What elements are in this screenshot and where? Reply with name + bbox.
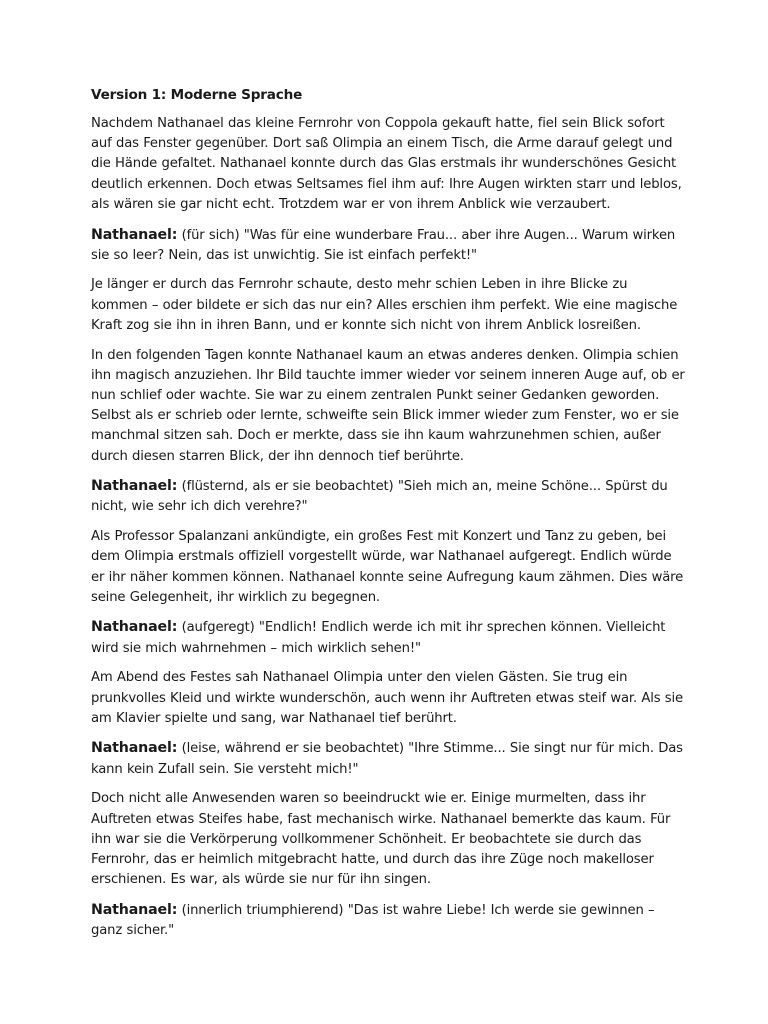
speaker-name: Nathanael:	[91, 740, 178, 757]
dialogue-text: (flüsternd, als er sie beobachtet) "Sieh mich an, meine Schöne... Spürst du nicht, wie sehr ich dich verehre?"	[91, 479, 668, 515]
speaker-name: Nathanael:	[91, 901, 178, 918]
narration-paragraph: Doch nicht alle Anwesenden waren so beeindruckt wie er. Einige murmelten, dass ihr Auftreten etwas Steifes habe, fast mechanisch wirke. Nathanael bemerkte das kaum. Für ihn war sie die Verkörperung vollkommener Schönheit. Er beobachtete sie durch das Fernrohr, das er heimlich mitgebracht hatte, und durch das ihre Züge noch makelloser erschienen. Es war, als würde sie nur für ihn singen.	[91, 791, 671, 888]
dialogue-paragraph	[91, 617, 687, 658]
dialogue-paragraph	[91, 738, 687, 779]
dialogue-text: (innerlich triumphierend) "Das ist wahre Liebe! Ich werde sie gewinnen – ganz sicher."	[91, 902, 655, 939]
speaker-name: Nathanael:	[91, 226, 178, 243]
speaker-name: Nathanael:	[91, 478, 178, 495]
narration-paragraph: Als Professor Spalanzani ankündigte, ein großes Fest mit Konzert und Tanz zu geben, bei dem Olimpia erstmals offiziell vorgestellt würde, war Nathanael aufgeregt. Endlich würde er ihr näher kommen können. Nathanael konnte seine Aufregung kaum zähmen. Dies wäre seine Gelegenheit, ihr wirklich zu begegnen.	[91, 529, 684, 605]
dialogue-text: (für sich) "Was für eine wunderbare Frau... aber ihre Augen... Warum wirken sie so leer? Nein, das ist unwichtig. Sie ist einfach perfekt!"	[91, 227, 676, 263]
document-page	[91, 85, 687, 951]
speaker-name: Nathanael:	[91, 619, 178, 636]
dialogue-paragraph	[91, 225, 687, 266]
dialogue-paragraph	[91, 476, 687, 517]
document-heading: Version 1: Moderne Sprache	[91, 87, 303, 103]
narration-paragraph: Je länger er durch das Fernrohr schaute, desto mehr schien Leben in ihre Blicke zu kommen – oder bildete er sich das nur ein? Alles erschien ihm perfekt. Wie eine magische Kraft zog sie ihn in ihren Bann, und er konnte sich nicht von ihrem Anblick losreißen.	[91, 277, 678, 333]
dialogue-text: (leise, während er sie beobachtet) "Ihre Stimme... Sie singt nur für mich. Das kann kein Zufall sein. Sie versteht mich!"	[91, 741, 683, 777]
narration-paragraph: In den folgenden Tagen konnte Nathanael kaum an etwas anderes denken. Olimpia schien ihn magisch anzuziehen. Ihr Bild tauchte immer wieder vor seinem inneren Auge auf, ob er nun schlief oder wachte. Sie war zu einem zentralen Punkt seiner Gedanken geworden. Selbst als er schrieb oder lernte, schweifte sein Blick immer wieder zum Fenster, wo er sie manchmal sitzen sah. Doch er merkte, dass sie ihn kaum wahrzunehmen schien, außer durch diesen starren Blick, der ihn dennoch tief berührte.	[91, 347, 685, 464]
dialogue-text: (aufgeregt) "Endlich! Endlich werde ich mit ihr sprechen können. Vielleicht wird sie mich wahrnehmen – mich wirklich sehen!"	[91, 620, 666, 656]
dialogue-paragraph	[91, 900, 687, 941]
narration-paragraph: Am Abend des Festes sah Nathanael Olimpia unter den vielen Gästen. Sie trug ein prunkvolles Kleid und wirkte wunderschön, auch wenn ihr Auftreten etwas steif war. Als sie am Klavier spielte und sang, war Nathanael tief berührt.	[91, 670, 683, 726]
narration-paragraph: Nachdem Nathanael das kleine Fernrohr von Coppola gekauft hatte, fiel sein Blick sofort auf das Fenster gegenüber. Dort saß Olimpia an einem Tisch, die Arme darauf gelegt und die Hände gefaltet. Nathanael konnte durch das Glas erstmals ihr wunderschönes Gesicht deutlich erkennen. Doch etwas Seltsames fiel ihm auf: Ihre Augen wirkten starr und leblos, als wären sie gar nicht echt. Trotzdem war er von ihrem Anblick wie verzaubert.	[91, 116, 682, 212]
